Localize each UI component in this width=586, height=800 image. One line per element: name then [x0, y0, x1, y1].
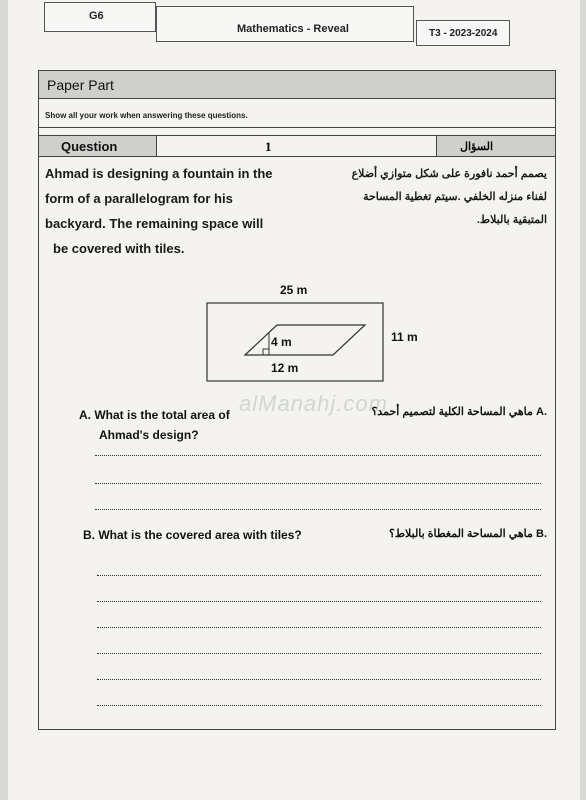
part-a-line: Ahmad's design?: [99, 428, 199, 442]
exam-sheet: [8, 0, 580, 800]
problem-line-ar: المتبقية بالبلاط.: [476, 214, 547, 226]
grade-label: G6: [89, 10, 104, 22]
answer-line[interactable]: [97, 575, 541, 576]
problem-line-ar: لفناء منزله الخلفي .سيتم تغطية المساحة: [363, 191, 547, 203]
answer-line[interactable]: [95, 509, 541, 510]
diagram-top-label: 25 m: [280, 283, 308, 297]
answer-line[interactable]: [95, 483, 541, 484]
problem-line: Ahmad is designing a fountain in the: [45, 166, 273, 181]
watermark: alManahj.com: [239, 391, 388, 416]
question-frame: [38, 70, 556, 730]
right-angle-mark: [263, 349, 269, 355]
part-a-question-ar: .A ماهي المساحة الكلية لتصميم أحمد؟: [371, 406, 547, 418]
problem-line-ar: يصمم أحمد نافورة على شكل متوازي أضلاع: [351, 168, 547, 180]
answer-line[interactable]: [97, 653, 541, 654]
diagram-right-label: 11 m: [391, 330, 418, 344]
answer-line[interactable]: [97, 627, 541, 628]
diagram-height-label: 4 m: [271, 335, 292, 349]
header-term-cell: [416, 20, 510, 46]
section-title: Paper Part: [47, 77, 114, 93]
answer-line[interactable]: [97, 601, 541, 602]
question-label: Question: [61, 139, 118, 154]
part-b-question-ar: .B ماهي المساحة المغطاة بالبلاط؟: [389, 528, 547, 540]
header-grade-cell: [44, 2, 156, 32]
instructions: Show all your work when answering these questions.: [45, 111, 248, 120]
problem-line: backyard. The remaining space will: [45, 216, 264, 231]
answer-line[interactable]: [97, 705, 541, 706]
term-label: T3 - 2023-2024: [429, 28, 498, 39]
answer-line[interactable]: [97, 679, 541, 680]
part-a-line: A. What is the total area of: [79, 408, 230, 422]
question-label-ar: السؤال: [460, 141, 493, 153]
question-number: 1: [265, 139, 272, 154]
header-subject-cell: [156, 6, 414, 42]
diagram-base-label: 12 m: [271, 361, 299, 375]
part-b-question: B. What is the covered area with tiles?: [83, 528, 302, 542]
answer-line[interactable]: [95, 455, 541, 456]
subject-label: Mathematics - Reveal: [237, 23, 349, 35]
part-a-question: [79, 405, 230, 445]
problem-line: be covered with tiles.: [53, 241, 185, 256]
problem-line: form of a parallelogram for his: [45, 191, 233, 206]
